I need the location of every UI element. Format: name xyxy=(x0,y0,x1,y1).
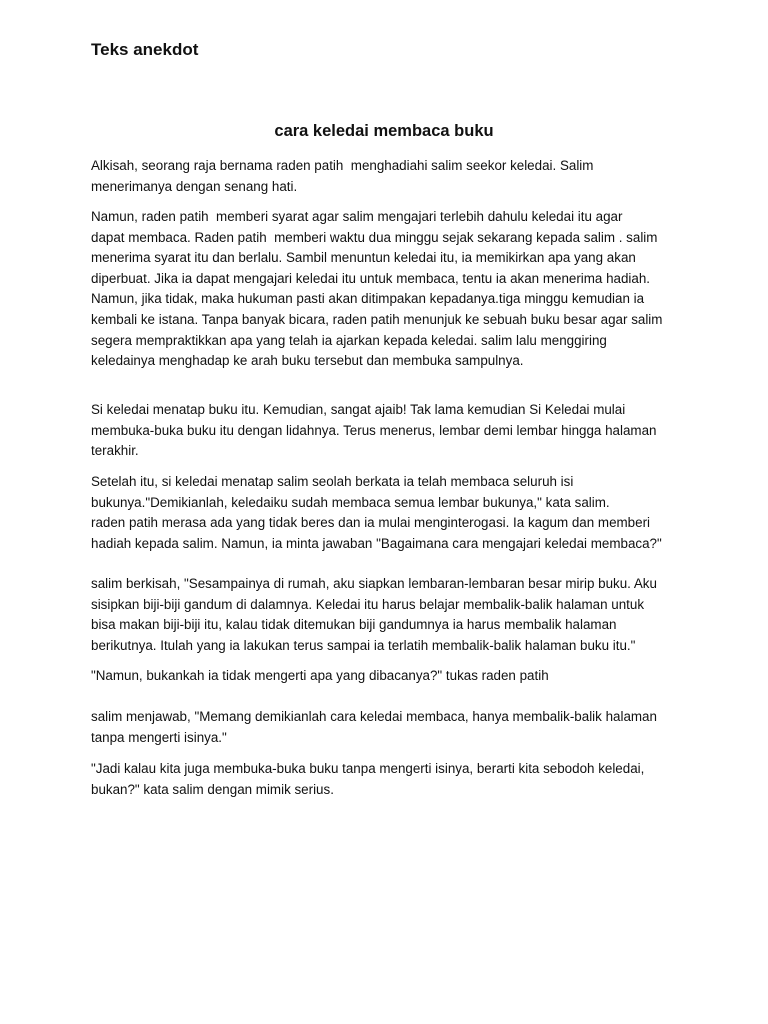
document-heading: Teks anekdot xyxy=(91,40,199,59)
paragraph-explanation: salim berkisah, "Sesampainya di rumah, aku siapkan lembaran-lembaran besar mirip buku. Aku sisipkan biji-biji gandum di dalamnya. Keledai itu harus belajar membalik-balik halaman untuk bisa makan biji-biji itu, kalau tidak ditemukan biji gandumnya ia harus membalik halaman berikutnya. Itulah yang ia lakukan terus sampai ia terlatih membalik-balik halaman buku itu." xyxy=(91,576,657,653)
paragraph-question: "Namun, bukankah ia tidak mengerti apa yang dibacanya?" tukas raden patih xyxy=(91,668,549,683)
paragraph-intro: Alkisah, seorang raja bernama raden patih menghadiahi salim seekor keledai. Salim menerimanya dengan senang hati. xyxy=(91,158,594,194)
paragraph-donkey-reads: Si keledai menatap buku itu. Kemudian, sangat ajaib! Tak lama kemudian Si Keledai mulai membuka-buka buku itu dengan lidahnya. Terus menerus, lembar demi lembar hingga halaman terakhir. xyxy=(91,402,657,459)
paragraph-answer: salim menjawab, "Memang demikianlah cara keledai membaca, hanya membalik-balik halaman tanpa mengerti isinya." xyxy=(91,709,657,745)
story-title: cara keledai membaca buku xyxy=(274,122,494,140)
paragraph-interrogation: Setelah itu, si keledai menatap salim seolah berkata ia telah membaca seluruh isi bukunya."Demikianlah, keledaiku sudah membaca semua lembar bukunya," kata salim. raden patih merasa ada yang tidak beres dan ia mulai menginterogasi. Ia kagum dan memberi hadiah kepada salim. Namun, ia minta jawaban "Bagaimana cara mengajari keledai membaca?" xyxy=(91,474,662,551)
paragraph-condition: Namun, raden patih memberi syarat agar salim mengajari terlebih dahulu keledai itu agar dapat membaca. Raden patih memberi waktu dua minggu sejak sekarang kepada salim . salim menerima syarat itu dan berlalu. Sambil menuntun keledai itu, ia memikirkan apa yang akan diperbuat. Jika ia dapat mengajari keledai itu untuk membaca, tentu ia akan menerima hadiah. Namun, jika tidak, maka hukuman pasti akan ditimpakan kepadanya.tiga minggu kemudian ia kembali ke istana. Tanpa banyak bicara, raden patih menunjuk ke sebuah buku besar agar salim segera mempraktikkan apa yang telah ia ajarkan kepada keledai. salim lalu menggiring keledainya menghadap ke arah buku tersebut dan membuka sampulnya. xyxy=(91,209,663,369)
paragraph-conclusion: "Jadi kalau kita juga membuka-buka buku tanpa mengerti isinya, berarti kita sebodoh keledai, bukan?" kata salim dengan mimik serius. xyxy=(91,761,645,797)
